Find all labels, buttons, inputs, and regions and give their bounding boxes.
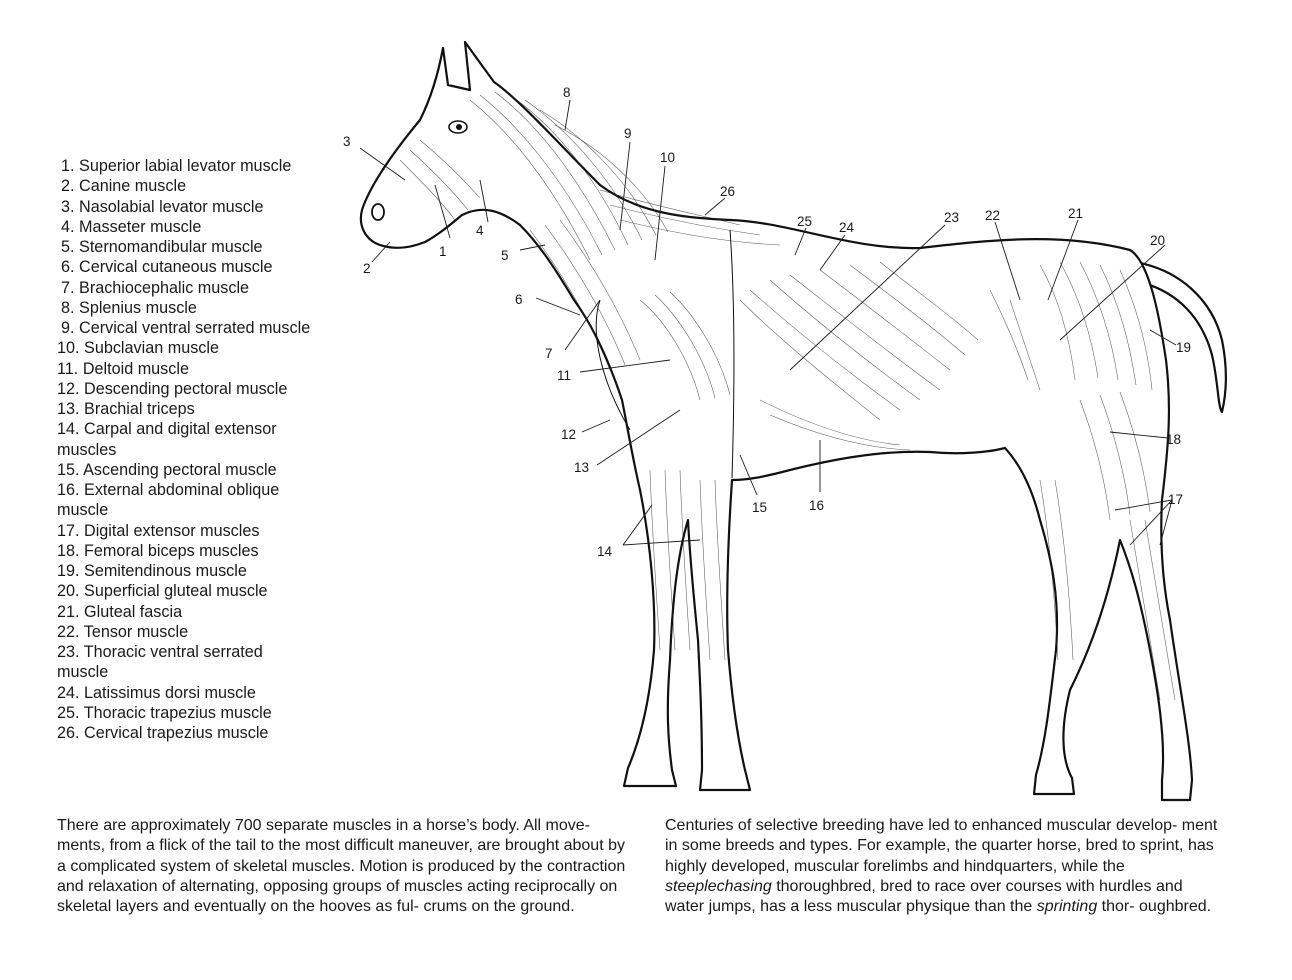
legend-item	[57, 622, 317, 642]
legend-number: 5.	[61, 238, 75, 256]
callout-17: 17	[1168, 492, 1184, 507]
legend-label: Masseter muscle	[79, 217, 202, 236]
legend-number: 9.	[61, 319, 75, 337]
legend-item	[57, 602, 317, 622]
callout-9: 9	[624, 126, 632, 141]
legend-number: 4.	[61, 217, 75, 236]
legend-number: 19.	[57, 562, 80, 580]
legend-label: Semitendinous muscle	[84, 562, 247, 580]
legend-number: 3.	[61, 197, 75, 216]
legend-item	[57, 541, 317, 561]
callout-10: 10	[660, 150, 676, 165]
legend-item	[57, 642, 317, 683]
legend-label: Deltoid muscle	[82, 359, 189, 378]
legend-number: 24.	[57, 683, 80, 702]
legend-number: 6.	[61, 258, 75, 277]
callout-12: 12	[561, 427, 577, 442]
legend-number: 21.	[57, 602, 80, 621]
legend-item	[57, 176, 317, 196]
legend-number: 14.	[57, 420, 80, 439]
legend-item	[57, 581, 317, 601]
legend-number: 16.	[57, 481, 80, 499]
legend-label: Superficial gluteal muscle	[84, 582, 268, 601]
legend-number: 13.	[57, 400, 80, 418]
callout-2: 2	[363, 261, 371, 276]
breeding-text-3: thor- oughbred.	[1097, 898, 1212, 915]
legend-label: Nasolabial levator muscle	[79, 197, 264, 216]
legend-number: 26.	[57, 724, 80, 742]
legend-item	[57, 399, 317, 419]
legend-item	[57, 480, 317, 521]
legend-number: 2.	[61, 177, 75, 196]
callout-7: 7	[545, 346, 553, 361]
legend-item	[57, 156, 317, 176]
nostril	[372, 204, 384, 220]
legend-number: 18.	[57, 541, 80, 560]
breeding-em-2: sprinting	[1036, 898, 1098, 915]
callout-6: 6	[515, 292, 523, 307]
legend-item	[57, 683, 317, 703]
callout-4: 4	[476, 223, 484, 238]
legend-number: 20.	[57, 582, 80, 601]
legend-number: 12.	[57, 379, 80, 398]
legend-label: Ascending pectoral muscle	[83, 460, 277, 479]
legend-label: Cervical cutaneous muscle	[79, 258, 273, 277]
callout-3: 3	[343, 134, 351, 149]
callout-18: 18	[1166, 432, 1182, 447]
legend-label: Latissimus dorsi muscle	[84, 683, 256, 702]
legend-item	[57, 278, 317, 298]
legend-item	[57, 703, 317, 723]
callout-11: 11	[557, 368, 572, 383]
breeding-paragraph	[665, 816, 1225, 917]
breeding-text-1: Centuries of selective breeding have led to enhanced muscular develop- ment in some breeds and types. For example, the quarter horse, bred to sprint, has highly developed, muscular forelimbs and hindquarters, while the	[665, 817, 1218, 875]
callout-8: 8	[563, 85, 571, 100]
callout-16: 16	[809, 498, 825, 513]
legend-label: Superior labial levator muscle	[79, 157, 292, 175]
legend-label: Gluteal fascia	[84, 602, 183, 621]
legend-item	[57, 298, 317, 318]
legend-item	[57, 257, 317, 277]
legend-label: Tensor muscle	[83, 622, 189, 641]
callout-15: 15	[752, 500, 768, 515]
legend-item	[57, 359, 317, 379]
legend-item	[57, 318, 317, 338]
legend-number: 17.	[57, 521, 80, 540]
legend-item	[57, 338, 317, 358]
breeding-text-2: thoroughbred, bred to race over courses with hurdles and water jumps, has a less muscular physique than the	[665, 877, 1183, 915]
legend-number: 23.	[57, 643, 80, 661]
legend-number: 1.	[61, 157, 75, 175]
muscle-legend	[57, 156, 317, 743]
callout-22: 22	[985, 208, 1001, 223]
intro-paragraph: There are approximately 700 separate muscles in a horse’s body. All move- ments, from a flick of the tail to the most difficult maneuver, are brought about by a complicated system of skeletal muscles. Motion is produced by the contraction and relaxation of alternating, opposing groups of muscles acting reciprocally on skeletal layers and eventually on the hooves as ful- crums on the ground.	[57, 817, 626, 915]
callout-5: 5	[501, 248, 509, 263]
horse-body	[361, 42, 1226, 800]
legend-number: 8.	[61, 298, 75, 317]
callout-23: 23	[944, 210, 960, 225]
legend-item	[57, 197, 317, 217]
legend-label: Descending pectoral muscle	[84, 379, 288, 398]
legend-number: 7.	[61, 278, 75, 297]
legend-number: 10.	[57, 339, 80, 358]
legend-label: Sternomandibular muscle	[79, 238, 263, 256]
legend-label: External abdominal oblique muscle	[57, 481, 280, 520]
callout-19: 19	[1176, 340, 1192, 355]
legend-item	[57, 460, 317, 480]
legend-label: Cervical ventral serrated muscle	[79, 319, 311, 337]
callout-21: 21	[1068, 206, 1084, 221]
legend-number: 15.	[57, 460, 80, 479]
legend-label: Thoracic ventral serrated muscle	[57, 643, 263, 682]
callout-13: 13	[574, 460, 590, 475]
callout-25: 25	[797, 214, 813, 229]
legend-label: Carpal and digital extensor muscles	[57, 420, 277, 459]
legend-number: 11.	[57, 359, 79, 378]
pupil	[456, 124, 462, 130]
legend-label: Femoral biceps muscles	[84, 541, 259, 560]
legend-label: Splenius muscle	[79, 298, 197, 317]
callout-14: 14	[597, 544, 613, 559]
callout-1: 1	[439, 244, 447, 259]
breeding-em-1: steeplechasing	[665, 877, 772, 895]
legend-item	[57, 561, 317, 581]
legend-label: Brachiocephalic muscle	[79, 278, 250, 297]
horse-muscle-illustration	[330, 30, 1270, 810]
legend-item	[57, 379, 317, 399]
legend-label: Subclavian muscle	[84, 339, 219, 358]
legend-label: Canine muscle	[79, 177, 187, 196]
legend-label: Brachial triceps	[84, 400, 195, 418]
legend-label: Digital extensor muscles	[84, 521, 260, 540]
legend-item	[57, 217, 317, 237]
legend-item	[57, 419, 317, 460]
legend-item	[57, 521, 317, 541]
legend-item	[57, 237, 317, 257]
legend-number: 22.	[57, 622, 80, 641]
legend-label: Cervical trapezius muscle	[84, 724, 269, 742]
legend-item	[57, 723, 317, 743]
legend-number: 25.	[57, 703, 80, 722]
callout-20: 20	[1150, 233, 1166, 248]
callout-24: 24	[839, 220, 855, 235]
legend-label: Thoracic trapezius muscle	[83, 703, 272, 722]
callout-26: 26	[720, 184, 736, 199]
